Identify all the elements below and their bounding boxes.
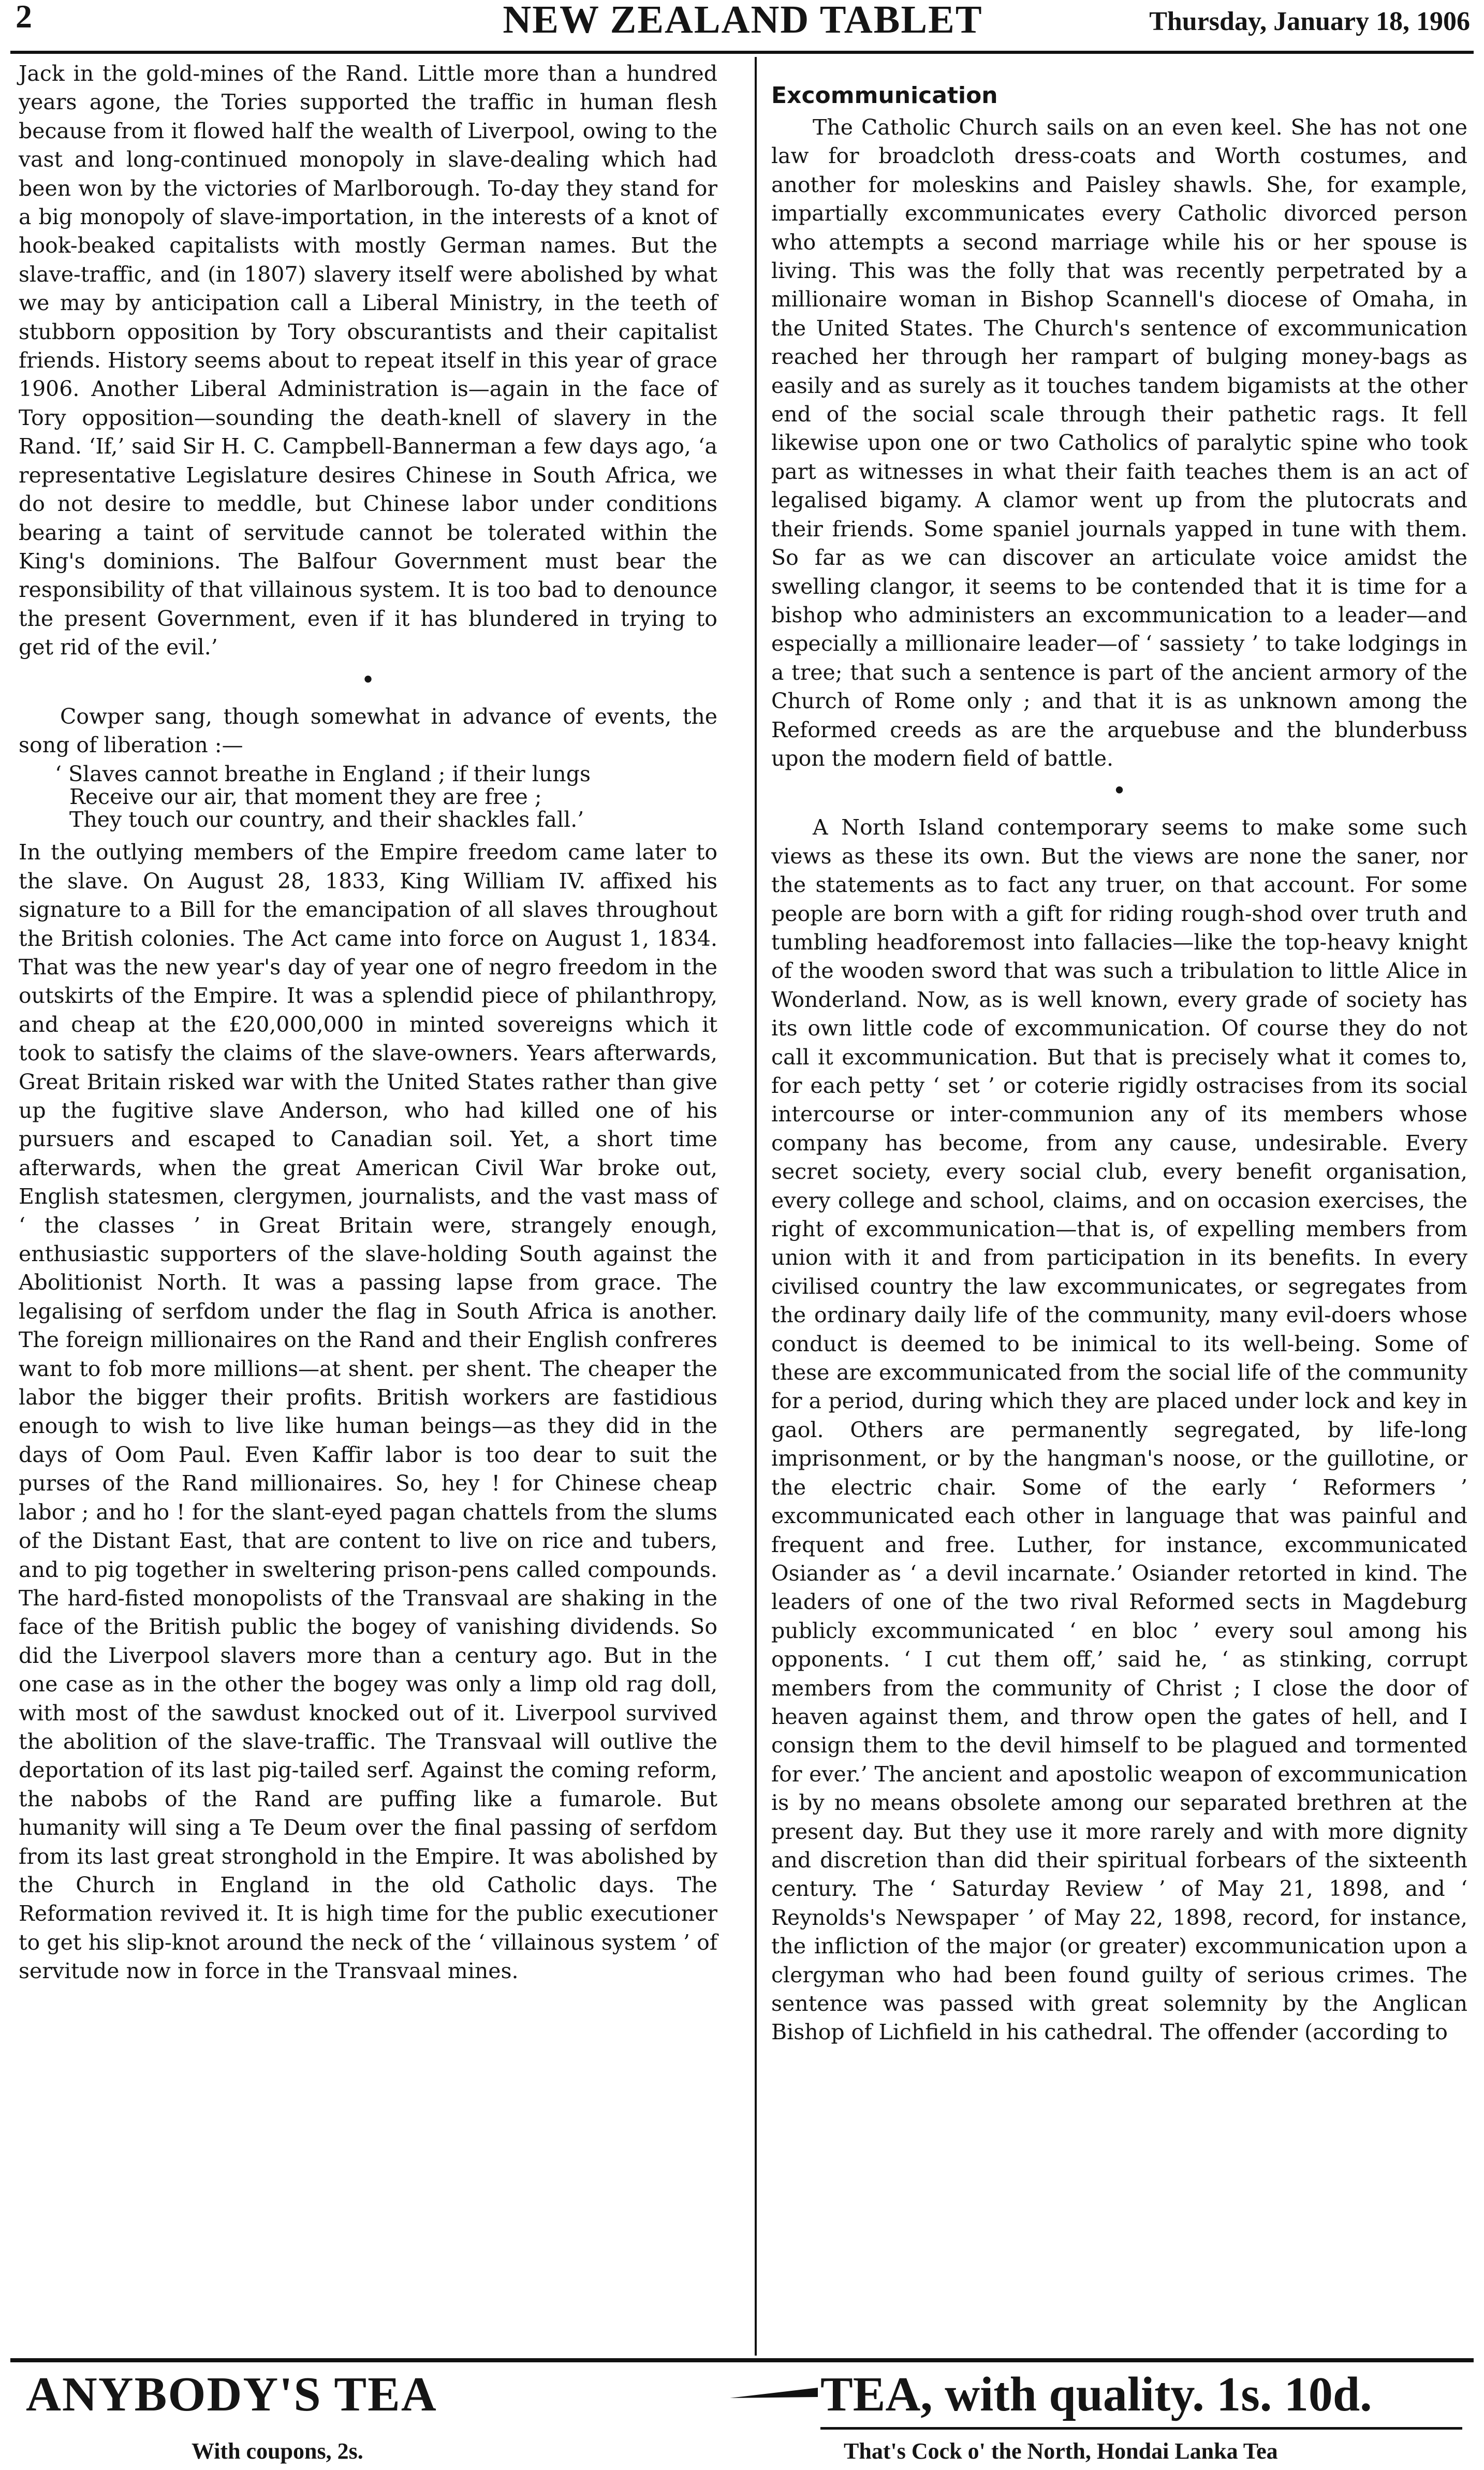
poem-line: ‘ Slaves cannot breathe in England ; if their lungs (55, 762, 591, 787)
masthead (16, 0, 1470, 52)
article-paragraph-excommunication: The Catholic Church sails on an even keel. She has not one law for broadcloth dress-coats and Worth costumes, and another for moleskins and Paisley shawls. She, for example, impartially excommunicates every Catholic divorced person who attempts a second marriage while his or her spouse is living. This was the folly that was recently perpetrated by a millionaire woman in Bishop Scannell's diocese of Omaha, in the United States. The Church's sentence of excommunication reached her through her rampart of bulging money-bags as easily and as surely as it touches tandem bigamists at the other end of the social scale through their pathetic rags. It fell likewise upon one or two Catholics of paralytic spine who took part as witnesses in what their faith teaches them is an act of legalised bigamy. A clamor went up from the plutocrats and their friends. Some spaniel journals yapped in tune with them. So far as we can discover an articulate voice amidst the swelling clangor, it seems to be contended that it is time for a bishop who administers an excommunication to a leader—and especially a millionaire leader—of ‘ sassiety ’ to take lodgings in a tree; that such a sentence is part of the ancient armory of the Church of Rome only ; and that it is as unknown among the Reformed creeds as are the arquebuse and the blunderbuss upon the modern field of battle. (771, 115, 1467, 771)
advertisement-rule (10, 2358, 1474, 2362)
poem-quotation (55, 763, 717, 831)
ad-headline: ANYBODY'S TEA (26, 2367, 437, 2421)
ad-subline: That's Cock o' the North, Hondai Lanka Tea (844, 2438, 1278, 2464)
ad-subline: With coupons, 2s. (192, 2438, 363, 2464)
section-heading: Excommunication (771, 82, 998, 109)
arrow-icon (730, 2376, 818, 2407)
issue-date: Thursday, January 18, 1906 (1149, 7, 1470, 36)
article-paragraph-emancipation: In the outlying members of the Empire freedom came later to the slave. On August 28, 1833, King William IV. affixed his signature to a Bill for the emancipation of all slaves throughout the British colonies. The Act came into force on August 1, 1834. That was the new year's day of year one of negro freedom in the outskirts of the Empire. It was a splendid piece of philanthropy, and cheap at the £20,000,000 in minted sovereigns which it took to satisfy the claims of the slave-owners. Years afterwards, Great Britain risked war with the United States rather than give up the fugitive slave Anderson, who had killed one of his pursuers and escaped to Canadian soil. Yet, a short time afterwards, when the great American Civil War broke out, English statesmen, clergymen, journalists, and the vast mass of ‘ the classes ’ in Great Britain were, strangely enough, enthusiastic supporters of the slave-holding South against the Abolitionist North. It was a passing lapse from grace. The legalising of serfdom under the flag in South Africa is another. The foreign millionaires on the Rand and their English confreres want to fob more millions—at shent. per shent. The cheaper the labor the bigger their profits. British workers are fastidious enough to wish to live like human beings—as they did in the days of Oom Paul. Even Kaffir labor is too dear to suit the purses of the Rand millionaires. So, hey ! for Chinese cheap labor ; and ho ! for the slant-eyed pagan chattels from the slums of the Distant East, that are content to live on rice and tubers, and to pig together in sweltering prison-pens called compounds. The hard-fisted monopolists of the Transvaal are shaking in the face of the British public the bogey of vanishing dividends. So did the Liverpool slavers more than a century ago. But in the one case as in the other the bogey was only a limp old rag doll, with most of the sawdust knocked out of it. Liverpool survived the abolition of the slave-traffic. The Transvaal will outlive the deportation of its last pig-tailed serf. Against the coming reform, the nabobs of the Rand are puffing like a fumarole. But humanity will sing a Te Deum over the final passing of serfdom from its last great stronghold in the Empire. It was abolished by the Church in England in the old Catholic days. The Reformation revived it. It is high time for the public executioner to get his slip-knot around the neck of the ‘ villainous system ’ of servitude now in force in the Transvaal mines. (19, 840, 717, 1984)
left-column (19, 60, 717, 1986)
ad-underline (820, 2427, 1462, 2430)
advertisement-tea-quality (730, 2367, 1470, 2464)
article-paragraph-contemporary: A North Island contemporary seems to make some such views as these its own. But the views are none the saner, nor the statements as to fact any truer, on that account. For some people are born with a gift for riding rough-shod over truth and tumbling headforemost into fallacies—like the top-heavy knight of the wooden sword that was such a tribulation to little Alice in Wonderland. Now, as is well known, every grade of society has its own little code of excommunication. Of course they do not call it excommunication. But that is precisely what it comes to, for each petty ‘ set ’ or coterie rigidly ostracises from its social intercourse or inter-communion any of its members whose company has become, from any cause, undesirable. Every secret society, every social club, every benefit organisation, every college and school, claims, and on occasion exercises, the right of excommunication—that is, of expelling members from union with it and from participation in its benefits. In every civilised country the law excommunicates, or segregates from the ordinary daily life of the community, many evil-doers whose conduct is deemed to be inimical to its well-being. Some of these are excommunicated from the social life of the community for a period, during which they are placed under lock and key in gaol. Others are permanently segregated, by life-long imprisonment, or by the hangman's noose, or the guillotine, or the electric chair. Some of the early ‘ Reformers ’ excommunicated each other in language that was painful and frequent and free. Luther, for instance, excommunicated Osiander as ‘ a devil incarnate.’ Osiander retorted in kind. The leaders of one of the two rival Reformed sects in Magdeburg publicly excommunicated ‘ en bloc ’ every soul among his opponents. ‘ I cut them off,’ said he, ‘ as stinking, corrupt members from the community of Christ ; I close the door of heaven against them, and throw open the gates of hell, and I consign them to the devil himself to be plagued and tormented for ever.’ The ancient and apostolic weapon of excommunication is by no means obsolete among our separated brethren at the present day. But they use it more rarely and with more dignity and discretion than did their spiritual forbears of the sixteenth century. The ‘ Saturday Review ’ of May 21, 1898, and ‘ Reynolds's Newspaper ’ of May 22, 1898, record, for instance, the infliction of the major (or greater) excommunication upon a clergyman who had been found guilty of serious crimes. The sentence was passed with great solemnity by the Anglican Bishop of Lichfield in his cathedral. The offender (according to (771, 815, 1467, 2045)
advertisement-anybodys-tea (26, 2367, 699, 2464)
ad-headline: TEA, with quality. 1s. 10d. (820, 2367, 1372, 2421)
section-separator: • (1113, 779, 1126, 802)
article-paragraph-slavery: Jack in the gold-mines of the Rand. Little more than a hundred years agone, the Tories supported the traffic in human flesh because from it flowed half the wealth of Liverpool, owing to the vast and long-continued monopoly in slave-dealing which had been won by the victories of Marlborough. To-day they stand for a big monopoly of slave-importation, in the interests of a knot of hook-beaked capitalists with mostly German names. But the slave-traffic, and (in 1807) slavery itself were abolished by what we may by anticipation call a Liberal Ministry, in the teeth of stubborn opposition by Tory obscurantists and their capitalist friends. History seems about to repeat itself in this year of grace 1906. Another Liberal Administration is—again in the face of Tory opposition—sounding the death-knell of slavery in the Rand. ‘If,’ said Sir H. C. Campbell-Bannerman a few days ago, ‘a representative Legislature desires Chinese in South Africa, we do not desire to meddle, but Chinese labor under conditions bearing a taint of servitude cannot be tolerated within the King's dominions. The Balfour Government must bear the responsibility of that villainous system. It is too bad to denounce the present Government, even if it has blundered in trying to get rid of the evil.’ (19, 61, 717, 660)
page-number: 2 (16, 0, 32, 35)
column-divider (755, 57, 757, 2356)
article-paragraph-cowper: Cowper sang, though somewhat in advance of events, the song of liberation :— (19, 704, 717, 757)
right-column (771, 60, 1467, 2047)
section-separator: • (361, 667, 375, 691)
newspaper-title: NEW ZEALAND TABLET (503, 0, 983, 41)
masthead-rule (10, 51, 1474, 54)
poem-line: They touch our country, and their shackles fall.’ (69, 807, 584, 832)
poem-line: Receive our air, that moment they are free ; (69, 784, 542, 810)
